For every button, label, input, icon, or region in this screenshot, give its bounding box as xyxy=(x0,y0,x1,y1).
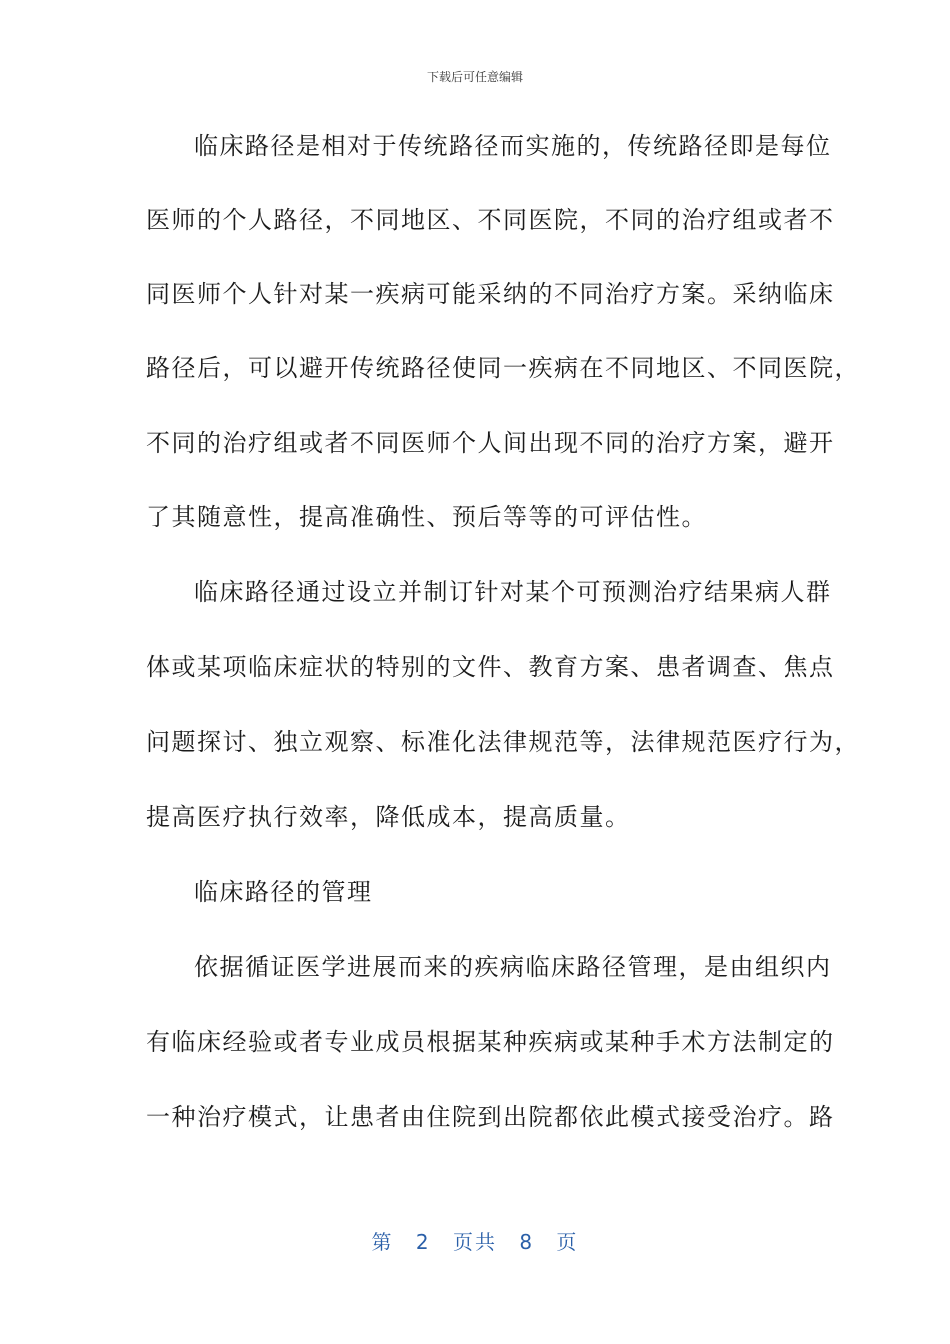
paragraph-1-line-5: 不同的治疗组或者不同医师个人间出现不同的治疗方案，避开 xyxy=(146,429,835,457)
paragraph-1-line-1: 临床路径是相对于传统路径而实施的，传统路径即是每位 xyxy=(194,132,832,160)
paragraph-4-line-1: 依据循证医学进展而来的疾病临床路径管理，是由组织内 xyxy=(194,953,832,981)
paragraph-2-line-3: 问题探讨、独立观察、标准化法律规范等，法律规范医疗行为， xyxy=(146,728,860,756)
page-footer: 第 2 页共 8 页 xyxy=(371,1230,579,1254)
paragraph-2-line-1: 临床路径通过设立并制订针对某个可预测治疗结果病人群 xyxy=(194,578,832,606)
paragraph-2-line-2: 体或某项临床症状的特别的文件、教育方案、患者调查、焦点 xyxy=(146,653,835,681)
paragraph-4-line-2: 有临床经验或者专业成员根据某种疾病或某种手术方法制定的 xyxy=(146,1028,835,1056)
paragraph-1-line-2: 医师的个人路径，不同地区、不同医院，不同的治疗组或者不 xyxy=(146,206,835,234)
section-heading: 临床路径的管理 xyxy=(194,878,373,906)
page-header: 下载后可任意编辑 xyxy=(426,70,523,84)
paragraph-4-line-3: 一种治疗模式，让患者由住院到出院都依此模式接受治疗。路 xyxy=(146,1103,835,1131)
paragraph-1-line-4: 路径后，可以避开传统路径使同一疾病在不同地区、不同医院， xyxy=(146,354,860,382)
paragraph-1-line-3: 同医师个人针对某一疾病可能采纳的不同治疗方案。采纳临床 xyxy=(146,280,835,308)
paragraph-2-line-4: 提高医疗执行效率，降低成本，提高质量。 xyxy=(146,803,631,831)
paragraph-1-line-6: 了其随意性，提高准确性、预后等等的可评估性。 xyxy=(146,503,707,531)
